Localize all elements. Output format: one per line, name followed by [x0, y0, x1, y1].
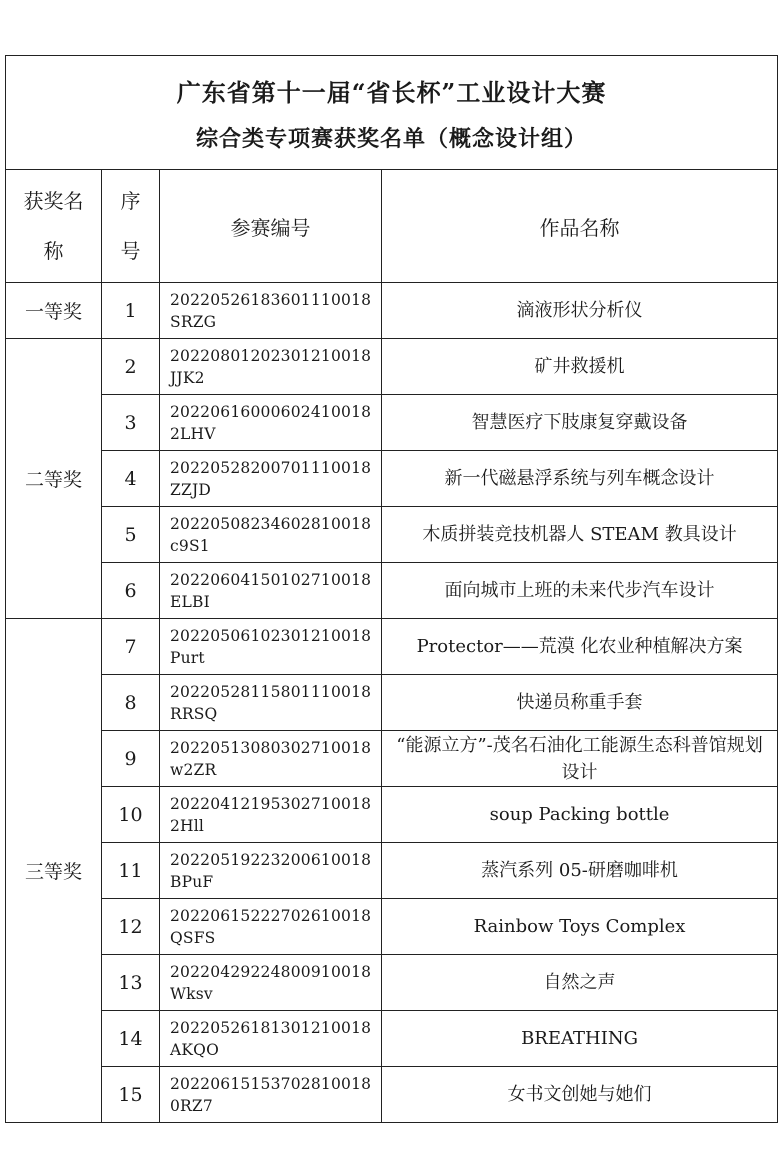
work-name-cell: 面向城市上班的未来代步汽车设计 — [382, 563, 778, 619]
seq-cell: 1 — [102, 283, 160, 339]
table-row — [6, 507, 778, 563]
rows-body — [6, 283, 778, 1123]
work-name-cell: 木质拼装竞技机器人 STEAM 教具设计 — [382, 507, 778, 563]
seq-cell: 9 — [102, 731, 160, 787]
code-line2: ELBI — [170, 592, 210, 611]
table-row — [6, 451, 778, 507]
title-row — [6, 56, 778, 170]
code-line1: 20220528115801110018 — [170, 682, 372, 701]
code-line1: 20220528200701110018 — [170, 458, 372, 477]
seq-cell: 4 — [102, 451, 160, 507]
header-name: 作品名称 — [382, 170, 778, 283]
code-cell — [160, 451, 382, 507]
code-line1: 20220615153702810018 — [170, 1074, 372, 1093]
code-line2: RRSQ — [170, 704, 218, 723]
code-cell — [160, 395, 382, 451]
code-line1: 20220526181301210018 — [170, 1018, 372, 1037]
table-row — [6, 283, 778, 339]
code-cell — [160, 843, 382, 899]
code-cell — [160, 507, 382, 563]
code-cell — [160, 955, 382, 1011]
code-cell — [160, 619, 382, 675]
header-row — [6, 170, 778, 283]
code-line1: 20220412195302710018 — [170, 794, 372, 813]
code-line2: BPuF — [170, 872, 214, 891]
work-name-cell: 自然之声 — [382, 955, 778, 1011]
seq-cell: 13 — [102, 955, 160, 1011]
code-cell — [160, 1011, 382, 1067]
seq-cell: 12 — [102, 899, 160, 955]
table-row — [6, 619, 778, 675]
work-name-cell: 女书文创她与她们 — [382, 1067, 778, 1123]
work-name-cell: 蒸汽系列 05-研磨咖啡机 — [382, 843, 778, 899]
code-line2: Wksv — [170, 984, 213, 1003]
work-name-cell: “能源立方”-茂名石油化工能源生态科普馆规划设计 — [382, 731, 778, 787]
header-prize — [6, 170, 102, 283]
header-seq-line2: 号 — [120, 239, 141, 263]
code-line2: 0RZ7 — [170, 1096, 213, 1115]
table-row — [6, 899, 778, 955]
work-name-cell: 新一代磁悬浮系统与列车概念设计 — [382, 451, 778, 507]
seq-cell: 6 — [102, 563, 160, 619]
prize-cell: 三等奖 — [6, 619, 102, 1123]
code-line1: 20220506102301210018 — [170, 626, 372, 645]
seq-cell: 5 — [102, 507, 160, 563]
code-line1: 20220615222702610018 — [170, 906, 372, 925]
header-code: 参赛编号 — [160, 170, 382, 283]
code-line2: c9S1 — [170, 536, 210, 555]
code-line2: SRZG — [170, 312, 217, 331]
table-row — [6, 731, 778, 787]
seq-cell: 14 — [102, 1011, 160, 1067]
code-line2: JJK2 — [170, 368, 205, 387]
seq-cell: 15 — [102, 1067, 160, 1123]
seq-cell: 7 — [102, 619, 160, 675]
seq-cell: 2 — [102, 339, 160, 395]
code-cell — [160, 283, 382, 339]
table-row — [6, 339, 778, 395]
table-row — [6, 1011, 778, 1067]
work-name-cell: BREATHING — [382, 1011, 778, 1067]
seq-cell: 8 — [102, 675, 160, 731]
table-row — [6, 675, 778, 731]
table-row — [6, 563, 778, 619]
document-subtitle: 综合类专项赛获奖名单（概念设计组） — [196, 125, 588, 152]
code-line2: Purt — [170, 648, 205, 667]
code-line1: 20220801202301210018 — [170, 346, 372, 365]
code-cell — [160, 731, 382, 787]
code-cell — [160, 563, 382, 619]
work-name-cell: 矿井救援机 — [382, 339, 778, 395]
work-name-cell: Rainbow Toys Complex — [382, 899, 778, 955]
work-name-cell: Protector——荒漠 化农业种植解决方案 — [382, 619, 778, 675]
code-line1: 20220519223200610018 — [170, 850, 372, 869]
work-name-cell: 滴液形状分析仪 — [382, 283, 778, 339]
award-list-table — [5, 55, 778, 1123]
code-line2: 2LHV — [170, 424, 216, 443]
work-name-cell: 快递员称重手套 — [382, 675, 778, 731]
code-line2: ZZJD — [170, 480, 211, 499]
header-prize-line2: 称 — [43, 239, 64, 263]
work-name-cell: soup Packing bottle — [382, 787, 778, 843]
code-cell — [160, 1067, 382, 1123]
code-line2: w2ZR — [170, 760, 217, 779]
title-cell — [6, 56, 778, 170]
code-line1: 20220526183601110018 — [170, 290, 372, 309]
table-row — [6, 787, 778, 843]
prize-cell: 一等奖 — [6, 283, 102, 339]
code-line1: 20220604150102710018 — [170, 570, 372, 589]
code-line1: 20220429224800910018 — [170, 962, 372, 981]
header-prize-line1: 获奖名 — [23, 189, 84, 213]
code-cell — [160, 339, 382, 395]
header-seq-line1: 序 — [120, 189, 141, 213]
code-line2: 2Hll — [170, 816, 205, 835]
code-line2: AKQO — [170, 1040, 219, 1059]
header-seq — [102, 170, 160, 283]
table-row — [6, 843, 778, 899]
seq-cell: 3 — [102, 395, 160, 451]
table-row — [6, 395, 778, 451]
code-cell — [160, 675, 382, 731]
code-cell — [160, 787, 382, 843]
seq-cell: 11 — [102, 843, 160, 899]
seq-cell: 10 — [102, 787, 160, 843]
code-line2: QSFS — [170, 928, 216, 947]
code-line1: 20220508234602810018 — [170, 514, 372, 533]
work-name-cell: 智慧医疗下肢康复穿戴设备 — [382, 395, 778, 451]
table-row — [6, 1067, 778, 1123]
table-row — [6, 955, 778, 1011]
code-cell — [160, 899, 382, 955]
code-line1: 20220616000602410018 — [170, 402, 372, 421]
document-title: 广东省第十一届“省长杯”工业设计大赛 — [176, 77, 607, 107]
prize-cell: 二等奖 — [6, 339, 102, 619]
code-line1: 20220513080302710018 — [170, 738, 372, 757]
